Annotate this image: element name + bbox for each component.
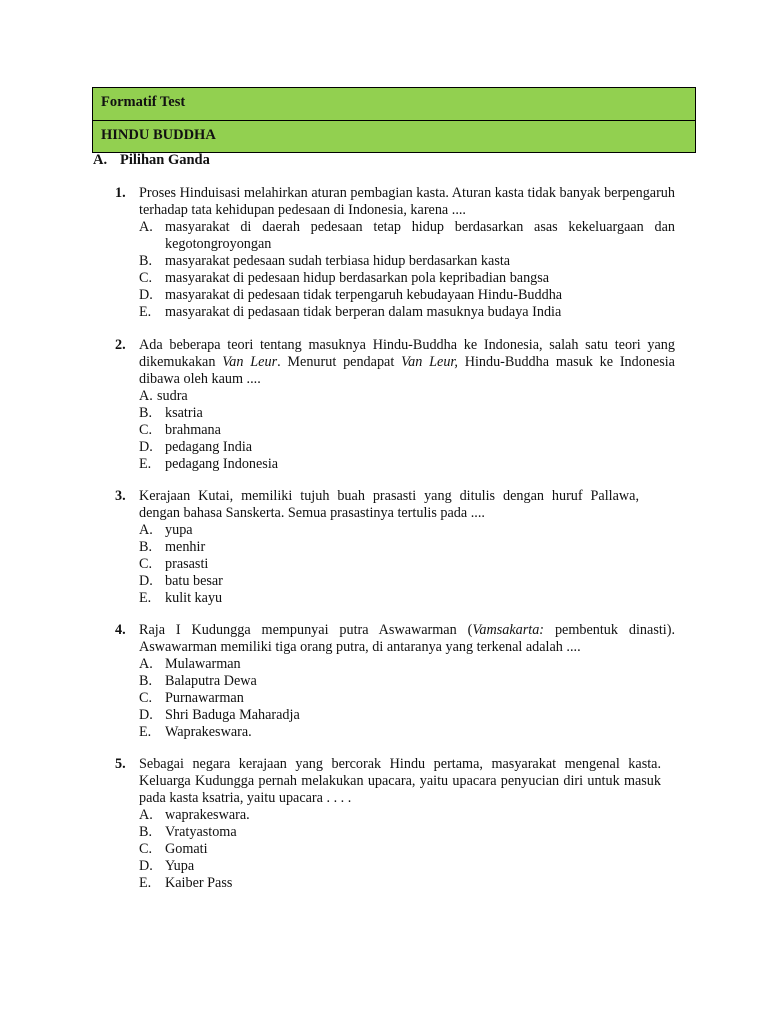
answer-option: B. masyarakat pedesaan sudah terbiasa hidup berdasarkan kasta	[139, 253, 511, 269]
question-number: 2.	[115, 337, 126, 353]
answer-option: D. pedagang India	[139, 439, 253, 455]
answer-option: B. menhir	[139, 539, 206, 555]
answer-option: D. masyarakat di pedesaan tidak terpengaruh kebudayaan Hindu-Buddha	[139, 287, 563, 303]
question-number: 3.	[115, 488, 126, 504]
answer-option: A. masyarakat di daerah pedesaan tetap hidup berdasarkan asas kekeluargaan dan kegotongroyongan	[139, 219, 675, 252]
answer-option: B. ksatria	[139, 405, 203, 421]
question-text: Sebagai negara kerajaan yang bercorak Hindu pertama, masyarakat mengenal kasta. Keluarga Kudungga pernah melakukan upacara, yaitu upacara penyucian diri untuk masuk pada kasta ksatria, yaitu upacara . . . .	[139, 756, 661, 806]
answer-option: A. yupa	[139, 522, 193, 538]
question-1	[115, 185, 675, 321]
question-text: Ada beberapa teori tentang masuknya Hindu-Buddha ke Indonesia, salah satu teori yang dikemukakan Van Leur. Menurut pendapat Van Leur, Hindu-Buddha masuk ke Indonesia dibawa oleh kaum ....	[139, 337, 675, 387]
question-4	[115, 622, 675, 741]
question-number: 4.	[115, 622, 126, 638]
answer-option: C. Gomati	[139, 841, 208, 857]
answer-option: E. masyarakat di pedasaan tidak berperan dalam masuknya budaya India	[139, 304, 562, 320]
question-3	[115, 488, 675, 607]
section-letter: A.	[93, 152, 108, 168]
question-5	[115, 756, 675, 892]
test-subject: HINDU BUDDHA	[93, 120, 695, 152]
answer-option: C. prasasti	[139, 556, 209, 572]
test-title: Formatif Test	[93, 88, 695, 120]
answer-option: B. Vratyastoma	[139, 824, 237, 840]
answer-option: A. waprakeswara.	[139, 807, 250, 823]
section-title: Pilihan Ganda	[120, 152, 210, 168]
answer-option: E. Kaiber Pass	[139, 875, 233, 891]
answer-option: A. Mulawarman	[139, 656, 241, 672]
answer-option: A. sudra	[139, 388, 188, 404]
answer-option: D. Yupa	[139, 858, 195, 874]
question-number: 1.	[115, 185, 126, 201]
answer-option: D. Shri Baduga Maharadja	[139, 707, 300, 723]
answer-option: E. pedagang Indonesia	[139, 456, 279, 472]
answer-option: B. Balaputra Dewa	[139, 673, 257, 689]
answer-option: C. brahmana	[139, 422, 221, 438]
answer-option: C. Purnawarman	[139, 690, 244, 706]
question-text: Raja I Kudungga mempunyai putra Aswawarman (Vamsakarta: pembentuk dinasti). Aswawarman memiliki tiga orang putra, di antaranya yang terkenal adalah ....	[139, 622, 675, 655]
question-2	[115, 337, 675, 473]
answer-option: D. batu besar	[139, 573, 223, 589]
answer-option: E. kulit kayu	[139, 590, 223, 606]
question-text: Kerajaan Kutai, memiliki tujuh buah prasasti yang ditulis dengan huruf Pallawa, dengan bahasa Sanskerta. Semua prasastinya tertulis pada ....	[139, 488, 639, 521]
test-header-table	[92, 87, 696, 153]
question-text: Proses Hinduisasi melahirkan aturan pembagian kasta. Aturan kasta tidak banyak berpengaruh terhadap tata kehidupan pedesaan di Indonesia, karena ....	[139, 185, 675, 218]
question-number: 5.	[115, 756, 126, 772]
section-heading	[93, 152, 210, 169]
answer-option: C. masyarakat di pedesaan hidup berdasarkan pola kepribadian bangsa	[139, 270, 550, 286]
answer-option: E. Waprakeswara.	[139, 724, 252, 740]
